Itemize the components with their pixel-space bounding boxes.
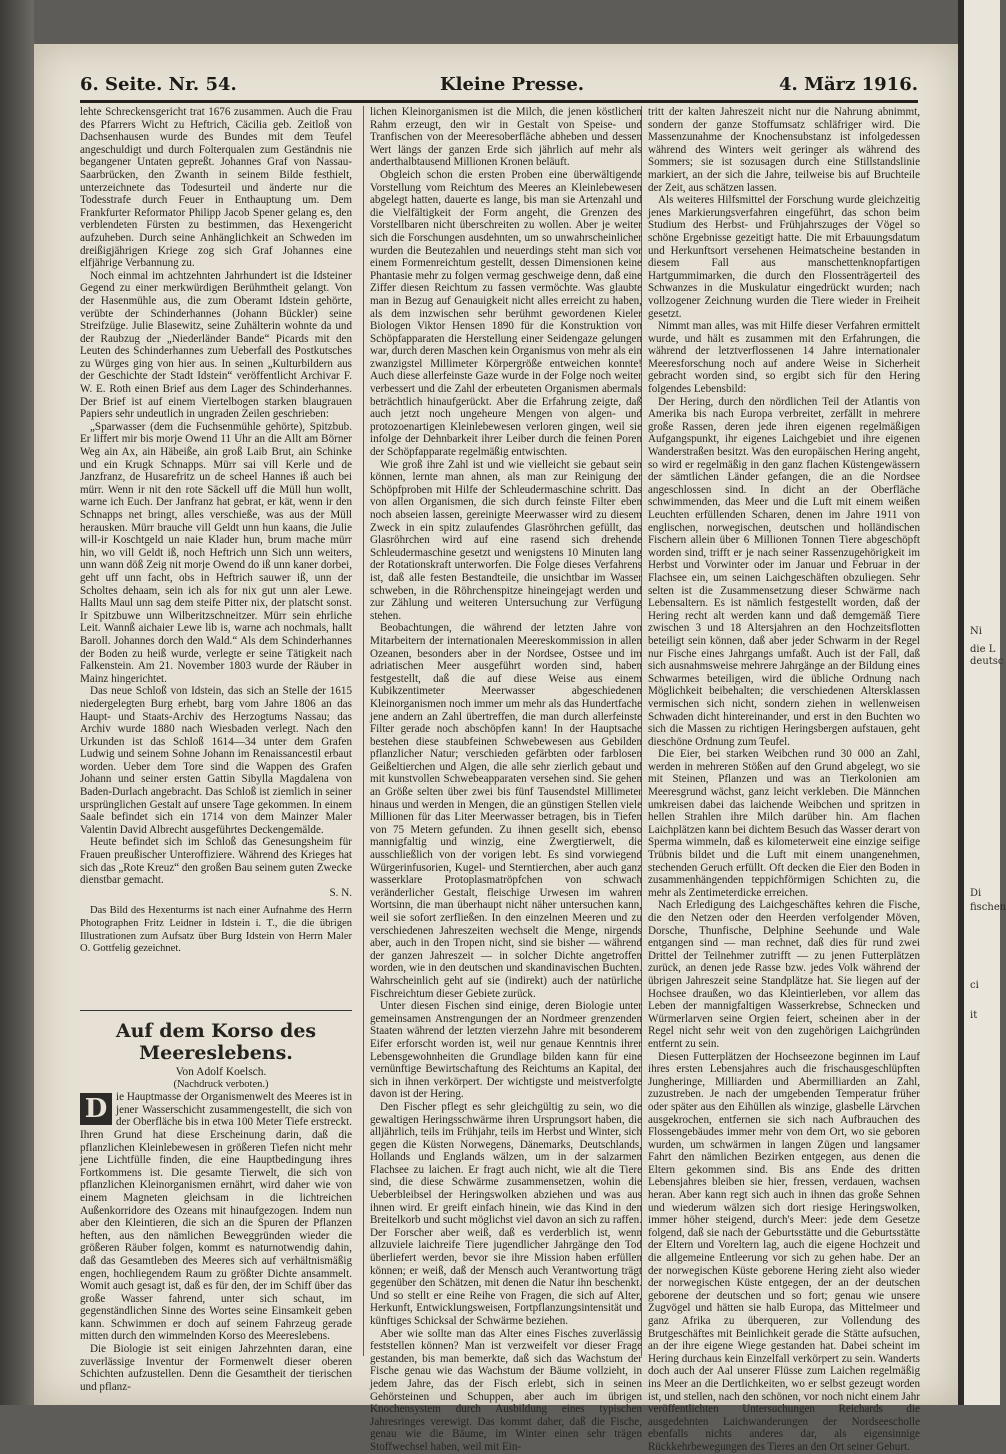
article-separator xyxy=(80,1010,352,1011)
paragraph: Das neue Schloß von Idstein, das sich an Stelle der 1615 niedergelegten Burg erhebt, barg vom Jahre 1806 an das Haupt- und Staats-Archiv des Herzogtums Nassau; das Archiv wurde 1880 nach Wiesbaden verlegt. Nach den Urkunden ist das Schloß 1614—34 unter dem Grafen Ludwig und seinem Sohne Johann im Renaissancestil erbaut worden. Ueber dem Tore sind die Wappen des Grafen Johann und seiner ersten Gattin Sibylla Magdalena von Baden-Durlach angebracht. Das Schloß ist ziemlich in seiner ursprünglichen Gestalt auf unsere Tage gekommen. In einem Saale befindet sich ein 1714 von dem Mainzer Maler Valentin David Albrecht ausgeführtes Deckengemälde. xyxy=(80,685,352,836)
article-korso xyxy=(80,1014,352,1393)
signature: S. N. xyxy=(329,886,352,899)
paragraph: Heute befindet sich im Schloß das Genesungsheim für Frauen preußischer Unteroffiziere. Während des Krieges hat sich das „Rote Kreuz“ den großen Bau seinem guten Zwecke dienstbar gemacht. xyxy=(80,836,352,887)
column-2 xyxy=(370,106,642,1453)
paragraph: „Sparwasser (dem die Fuchsenmühle gehörte), Spitzbub. Er liffert mir bis morje Owend 11 Uhr an die Allt am Börner Weg ain Ax, ain Häbeiße, ain groß Laib Brut, ain Schinke und ein Krugk Schnapps. Mürr sai vill Kerle und de Janzfranz, de Husarefritz un de scheel Hannes iß auch bei mürr. Wenn ir nit den rote Säckell uff die Müll hun wollt, warne ich Euch. Der Janfranz hat gebrat, er kät, wenn ir den Schnapps net bringt, alles verschieße, was aus der Müll herausken. Mürr brauche vill Geldt unn hun kaans, die Julie will-ir Koschtgeld un naie Klader hun, brum mache mürr hin, wo vill Geldt iß, noch Heftrich unn Sich unn weiters, unn wann döß Zeig nit morje Owend do iß unn kaner dorbei, geht uff unn facht, obs in Heftrich sauwer iß, unn der Scholtes dehaam, sein ich als for nix gut unn aler Lewe. Hallts Maul unn sag dem steife Pitter nix, der platscht sonst. Ir Spitzbuwe unn Wilberitzschneitzer. Mürr sein ehrliche Leit. Wannß aichaier Lewe lib is, warne ach nochmals, hallt Baroll. Johannes dorch den Wald.“ Als dem Schinderhannes der Boden zu heiß wurde, verlegte er seine Tätigkeit nach Falkenstein. Am 21. November 1803 wurde der Räuber in Mainz hingerichtet. xyxy=(80,420,352,685)
article-byline: Von Adolf Koelsch. xyxy=(175,1066,267,1078)
next-page-edge xyxy=(958,0,1006,1405)
text-fragment: Di xyxy=(970,888,982,899)
masthead: Kleine Presse. xyxy=(440,74,585,95)
reprint-note: (Nachdruck verboten.) xyxy=(173,1078,269,1090)
paragraph: Die Biologie ist seit einigen Jahrzehnten daran, eine zuverlässige Inventur der Formenwelt dieser oberen Schichten aufzustellen. Denn die Gesamtheit der tierischen und pflanz- xyxy=(80,1343,352,1393)
paragraph: lichen Kleinorganismen ist die Milch, die jenen köstlichen Rahm erzeugt, den wir in Gestalt von Speise- und Tranfischen von der Meeresoberfläche abheben und dessen Wert längs der ganzen Erde sich jährlich auf mehr als anderthalbtausend Millionen Kronen beläuft. xyxy=(370,106,642,169)
paragraph: Als weiteres Hilfsmittel der Forschung wurde gleichzeitig jenes Markierungsverfahren eingeführt, das schon beim Studium des Herbst- und Frühjahrszuges der Vögel so schöne Ergebnisse gezeitigt hatte. Die mit Erbauungsdatum und Herkunftsort versehenen Heimatscheine bestanden in diesem Fall aus manschettenknopfartigen Hartgummimarken, die durch den Flossenträgerteil des Schwanzes in die Muskulatur eingedrückt wurden; nach vollzogener Zeichnung wurden die Tiere wieder in Freiheit gesetzt. xyxy=(648,194,920,320)
article-title: Auf dem Korso des Meereslebens. xyxy=(115,1020,317,1064)
paragraph: Nach Erledigung des Laichgeschäftes kehren die Fische, die den Netzen oder den Heerden verfolgender Möven, Dorsche, Thunfische, Delphine Seehunde und Wale entgangen sind — man rechnet, daß dies für rund zwei Drittel der Teilnehmer zutrifft — zu jenen Futterplätzen zurück, an denen jede Rasse bzw. jedes Volk während der übrigen Jahreszeit seine Standplätze hat. Sie liegen auf der Hochsee draußen, wo das Kleintierleben, vor allem das Leben der mannigfaltigen Wasserkrebse, Schnecken und Würmerlarven seine Orgien feiert, scheinen aber in der Regel nicht sehr weit von den zugehörigen Laichgründen entfernt zu sein. xyxy=(648,899,920,1050)
paragraph: Diesen Futterplätzen der Hochseezone beginnen im Lauf ihres ersten Lebensjahres auch die frischausgeschlüpften Jungheringe, Milliarden und Abermilliarden an Zahl, zuzustreben. Je nach der umgebenden Temperatur früher oder später aus den Eihüllen als winzige, glasbelle Lärvchen ausgekrochen, entfernen sie sich nach Aufbrauchen des Flossengebäudes immer mehr von dem Ort, wo sie geboren wurden, um schwärmen in langen Zügen und langsamer Fahrt den nämlichen Bezirken entgegen, aus denen die Eltern gekommen sind. Bis ans Ende des dritten Lebensjahres bleiben sie hier, fressen, verdauen, wachsen heran. Aber kann regt sich auch in ihnen das große Sehnen und wiederum wälzen sich dort riesige Heringswolken, immer höher steigend, durch's Meer: jede dem Gesetze folgend, daß sie nach der Geburtsstätte und die Geburtsstätte der Eltern und Voreltern lag, auch die eigene Hochzeit und die allgemeine Entleerung vor sich zu gehen habe. Der an der norwegischen Küste geborene Hering zieht also wieder der norwegischen Küste entgegen, der an der deutschen geborene der deutschen und so fort; genau wie unsere Zugvögel und hätten sie halb Europa, das Mittelmeer und ganz Afrika zu überqueren, zur Vollendung des Brutgeschäftes mit Beinlichkeit gerade die Stätte aufsuchen, an der ihre eigene Wiege gestanden hat. Dabei scheint im Hering durchaus kein Einzelfall verkörpert zu sein. Wanderts doch auch der Aal unserer Flüsse zum Laichen regelmäßig ins Meer an die Dertlichkeiten, wo er selbst gezeugt worden ist, und stellen, nach den schönen, vor noch nicht einem Jahr veröffentlichten Untersuchungen Reichards die ausgedehnten Laichwanderungen der Nordseescholle ebenfalls nichts anderes dar, als eigensinnige Rückkehrbewegungen des Tieres an den Ort seiner Geburt. xyxy=(648,1050,920,1453)
text-fragment: it xyxy=(970,1010,978,1021)
paragraph: Beobachtungen, die während der letzten Jahre von Mitarbeitern der internationalen Meereskommission in allen Ozeanen, besonders aber in der Nordsee, Ostsee und im adriatischen Meer ausgeführt worden sind, haben festgestellt, daß die auf diese Weise aus einem Kubikzentimeter Meerwasser abgeschiedenen Kleinorganismen noch immer um mehr als das Hundertfache jene andern an Zahl übertreffen, die man durch allerfeinste Filter gerade noch abschöpfen kann! In der Hauptsache bestehen diese staubfeinen Schwebewesen aus Gebilden pflanzlicher Natur; verschieden gefärbten oder farblosen Geißeltierchen und Algen, die alle sehr zierlich gebaut und mit kunstvollen Schwebeapparaten versehen sind. Sie gehen an Größe selten über zwei bis fünf Tausendstel Millimeter hinaus und werden in Mengen, die an günstigen Stellen viele Millionen für das Liter Meerwasser betragen, bis in Tiefen von 75 Metern gefunden. Zu ihnen gesellt sich, ebenso mannigfaltig und winzig, eine Zwergtierwelt, die ausschließlich von der vorigen lebt. Es sind vorwiegend Würgerinfusorien, Kugel- und Sterntierchen, aber auch ganz wasserklare Protoplasmatröpfchen von schwach veränderlicher Gestalt, fleischige Urwesen im wahren Wortsinn, die man überhaupt nicht näher untersuchen kann, weil sie sofort zerfließen. In den einzelnen Meeren und zu verschiedenen Jahreszeiten wechselt die Menge, nirgends aber, auch in den Tropen nicht, sind sie bisher — während der ganzen Jahreszeit — in solcher Dichte angetroffen worden, wie in den deutschen und skandinavischen Buchten. Wahrscheinlich geht auf sie (indirekt) auch der natürliche Fischreichtum dieser Gebiete zurück. xyxy=(370,622,642,1000)
text-fragment: die L xyxy=(970,644,996,655)
text-fragment: deutsc xyxy=(970,656,1004,667)
text-fragment: fischen xyxy=(970,902,1006,913)
column-divider xyxy=(363,106,364,1356)
scan-left-margin xyxy=(0,0,34,1405)
drop-cap: D xyxy=(80,1093,112,1125)
paragraph: Noch einmal im achtzehnten Jahrhundert ist die Idsteiner Gegend zu einer merkwürdigen Berühmtheit gelangt. Von der Hasenmühle aus, die zum Oberamt Idstein gehörte, verübte der Schinderhannes (Johann Bückler) seine Streifzüge. Julie Blasewitz, seine Zuhälterin wohnte da und der Raubzug der „Niederländer Bande“ Picards mit den Leuten des Schinderhannes zum Ueberfall des Postkutsches zu Würges ging von hier aus. In seinen „Kulturbildern aus der Geschichte der Stadt Idstein“ veröffentlicht Archivar F. W. E. Roth einen Brief aus dem Lager des Schinderhannes. Der Brief ist auf einem Viertelbogen starken blaugrauen Papiers sehr undeutlich in ungraden Zeilen geschrieben: xyxy=(80,269,352,421)
issue-date: 4. März 1916. xyxy=(779,74,918,95)
paragraph: tritt der kalten Jahreszeit nicht nur die Nahrung abnimmt, sondern der ganze Stoffumsatz schläfriger wird. Die Massenzunahme der Knochensubstanz ist infolgedessen während des Winters weit geringer als während des Sommers; sie ist sozusagen durch eine Stillstandslinie markiert, an der sich die Jahre, teilweise bis auf Bruchteile der Zeit, aus schätzen lassen. xyxy=(648,106,920,194)
page-number: 6. Seite. Nr. 54. xyxy=(80,74,237,95)
paragraph: Unter diesen Fischen sind einige, deren Biologie unter gemeinsamen Anstrengungen der an Nordmeer grenzenden Staaten während der letzten vierzehn Jahre mit besonderem Eifer erforscht worden ist, weil nur genaue Kenntnis ihrer Lebensgewohnheiten die Grundlage bilden kann für eine vernünftige Bewirtschaftung des Reichtums an Kapital, der sich in ihnen verkörpert. Der wichtigste und meistverfolgte davon ist der Hering. xyxy=(370,1000,642,1101)
text-fragment: Ni xyxy=(970,626,982,637)
text-fragment: ci xyxy=(970,980,979,991)
paragraph: Den Fischer pflegt es sehr gleichgültig zu sein, wo die gewaltigen Heringsschwärme ihren Ursprungsort haben, die alljährlich, teils im Frühjahr, teils im Herbst und Winter, sich gegen die Küsten Norwegens, Dänemarks, Deutschlands, Hollands und Englands wälzen, um in der salzarmen Flachsee zu laichen. Er fragt auch nicht, wie alt die Tiere sind, die diese Schwärme zusammensetzen, wohin die Ueberbleibsel der Heringswolken abziehen und was aus ihnen wird. Er greift einfach hinein, wie das Kind in den Breitelkorb und sucht möglichst viel davon an sich zu raffen. Der Forscher aber weiß, daß es verderblich ist, wenn allzuviele laichreife Tiere jugendlicher Jahrgänge den Tod überliefert werden, bevor sie ihre Mission haben erfüllen können; er weiß, daß der Mensch auch Verantwortung trägt gegenüber den Schätzen, mit denen die Natur ihn beschenkt. Und so stellt er eine Reihe von Fragen, die sich auf Alter, Herkunft, Entwicklungsweisen, Fortpflanzungsintensität und künftiges Schicksal der Schwärme beziehen. xyxy=(370,1100,642,1327)
column-3 xyxy=(648,106,920,1453)
paragraph: Wie groß ihre Zahl ist und wie vielleicht sie gebaut sein können, lernte man ahnen, als man zur Reinigung der Schöpfproben mit Hilfe der Schleudermaschine schritt. Das von allen Organismen, die sich durch feinste Filter eben noch abseien lassen, gereinigte Meerwasser wird zu diesem Zweck in ein spitz zulaufendes Glasröhrchen gefüllt, das Glasröhrchen wird auf eine rasend sich drehende Schleudermaschine gesetzt und wenigstens 10 Minuten lang der Rotationskraft unterworfen. Die Folge dieses Verfahrens ist, daß alle festen Bestandteile, die unsichtbar im Wasser schweben, in die Röhrchenspitze hineingejagt werden und zur Zählung und weiteren Untersuchung zur Verfügung stehen. xyxy=(370,458,642,622)
image-credit: Das Bild des Hexenturms ist nach einer Aufnahme des Herrn Photographen Fritz Leidner in Idstein i. T., die die übrigen Illustrationen zum Aufsatz über Burg Idstein von Herrn Maler O. Gottfelig gezeichnet. xyxy=(80,905,352,955)
paragraph: lehte Schreckensgericht trat 1676 zusammen. Auch die Frau des Pfarrers Wicht zu Heftrich, Cäcilia geb. Zeitloß von Dachsenhausen wurde des Bundes mit dem Teufel angeschuldigt und durch Folterqualen zum Geständnis nie begangener Untaten gepreßt. Johannes Graf von Nassau-Saarbrücken, den Zwanth in seinem Bilde festhielt, unterzeichnete das Todesurteil und änderte nur die Todesstrafe durch Feuer in Enthauptung um. Dem Frankfurter Reformator Philipp Jacob Spener gelang es, den verblendeten Fürsten zu bestimmen, das Hexengericht aufzuheben. Durch seine Anhänglichkeit an Schweden im dreißigjährigen Kriege zog sich Graf Johannes eine elfjährige Verbannung zu. xyxy=(80,106,352,270)
paragraph: Die Eier, bei starken Weibchen rund 30 000 an Zahl, werden in mehreren Stößen auf den Grund abgelegt, wo sie mit Steinen, Pflanzen und was an Tierkolonien am Meeresgrund wächst, ganz leicht verkleben. Die Männchen umkreisen dabei das laichende Weibchen und spritzen in hellen Strahlen ihre Milch darüber hin. Am flachen Laichplätzen kann bei dichtem Besuch das Wasser derart von Sperma wimmeln, daß es kilometerweit eine einzige seifige Trübnis bildet und die Luft mit einem unangenehmen, stechenden Geruch erfüllt. Oft decken die Eier den Boden in zusammenhängenden teppichförmigen Schichten zu, die mehr als Zentimeterdicke erreichen. xyxy=(648,748,920,899)
paragraph-text: ie Hauptmasse der Organismenwelt des Meeres ist in jener Wasserschicht zusammengestellt, die sich von der Oberfläche bis in etwa 100 Meter Tiefe erstreckt. Ihren Grund hat diese Erscheinung darin, daß die pflanzlichen Kleinlebewesen in größeren Tiefen nicht mehr jene Lichtfülle finden, die eine Hauptbedingung ihres Fortkommens ist. Die gesamte Tierwelt, die sich von pflanzlichen Kleinorganismen ernährt, wird daher wie von einem Magneten gleichsam in die lichtreichen Außenkorridore des Ozeans mit hinaufgezogen. Indem nun aber den Kleintieren, die sich an die Spuren der Pflanzen heften, aus den nämlichen Beweggründen wieder die größeren Räuber folgen, kommt es naturnotwendig dahin, daß das Gesamtleben des Meeres sich auf verhältnismäßig engen, hochliegendem Raum zu größter Dichte ansammelt. Womit auch gesagt ist, daß es für den, der im Schiff über das große Wasser fahrend, unter sich schaut, im gegenständlichen Sinne des Wortes seine Einsamkeit geben kann. Schwimmen er doch auf seinem Fahrzeug gerade mitten durch den wimmelnden Korso des Meereslebens. xyxy=(80,1091,352,1343)
paragraph: Obgleich schon die ersten Proben eine überwältigende Vorstellung vom Reichtum des Meeres an Kleinlebewesen abgelegt hatten, dauerte es lange, bis man sie Artenzahl und die Vielfältigkeit der Form angeht, die Grenzen des Vorstellbaren nicht überschreiten zu wollen. Aber je weiter sich die Forschungen ausdehnten, um so unwahrscheinlicher wurden die Beutezahlen und neuerdings steht man sich vor einem Formenreichtum gestellt, dessen Dimensionen keine Phantasie mehr zu folgen vermag geschweige denn, daß eine Ziffer diesen Reichtum zu fassen vermöchte. Was glaubte man in Bezug auf Genauigkeit nicht alles erreicht zu haben, als dem inzwischen sehr berühmt gewordenen Kieler Biologen Viktor Hensen 1890 für die Konstruktion von Schöpfapparaten die Herstellung einer Seidengaze gelungen war, durch deren Maschen kein Organismus von mehr als ein zwanzigstel Millimeter Körpergröße entweichen konnte! Auch diese allerfeinste Gaze wurde in der Folge noch weiter verbessert und die Zahl der erbeuteten Organismen abermals beträchtlich hinaufgerückt. Aber die Erfahrung zeigte, daß auch jetzt noch ungeheure Mengen von algen- und protozoenartigen Kleinlebewesen verloren gingen, weil sie infolge der Dehnbarkeit ihrer Leiber durch die feinen Poren der Schöpfapparate regelmäßig entwischten. xyxy=(370,168,642,459)
paragraph xyxy=(80,1091,352,1343)
page-gutter xyxy=(958,0,964,1405)
paragraph: Aber wie sollte man das Alter eines Fisches zuverlässig feststellen können? Man ist verzweifelt vor dieser Frage gestanden, bis man bemerkte, daß sich das Wachstum der Fische genau wie das Wachstum der Bäume vollzieht, in jedem Jahre, das der Fisch erlebt, sich in seinen Gehörsteinen und Schuppen, aber auch im übrigen Knochensystem durch Ausbildung eines typischen Jahresringes verewigt. Das kommt daher, daß die Fische, genau wie die Bäume, im Winter einen sehr trägen Stoffwechsel haben, weil mit Ein- xyxy=(370,1327,642,1453)
paragraph: Nimmt man alles, was mit Hilfe dieser Verfahren ermittelt wurde, und hält es zusammen mit den Erfahrungen, die während der letztverflossenen 14 Jahre internationaler Meeresforschung noch auf andere Weise in Sicherheit gebracht worden sind, so ergibt sich für den Hering folgendes Lebensbild: xyxy=(648,320,920,396)
header-rule xyxy=(80,100,918,103)
paragraph: Der Hering, durch den nördlichen Teil der Atlantis von Amerika bis nach Europa verbreitet, zerfällt in mehrere große Rassen, deren jede ihren eigenen regelmäßigen Aufgangspunkt, ihr eigenes Laichgebiet und ihre eigenen Wanderstraßen besitzt. Was den europäischen Hering angeht, so wird er regelmäßig in den ganz flachen Küstengewässern der sämtlichen Länder gefangen, die an die Nordsee angeschlossen sind. In dicht an der Oberfläche schwimmenden, das Meer und die Luft mit einem weißen Leuchten erfüllenden Scharen, denen im Jahre 1911 von englischen, norwegischen, deutschen und holländischen Fischern allein über 6 Millionen Tonnen Tiere abgeschöpft worden sind, trifft er je nach seiner Rassenzugehörigkeit im Herbst und Vorwinter oder im Januar und Februar in der Flachsee ein, um seinen Laichgeschäften obzuliegen. Sehr selten ist die Zusammensetzung dieser Schwärme nach Lebensaltern. Es ist nämlich festgestellt worden, daß der Hering recht alt werden kann und daß demgemäß Tiere zwischen 3 und 18 Altersjahren an den Hochzeitsflotten beteiligt sein können, daß aber jeder Schwarm in der Regel nur Fische eines Jahrgangs umfaßt. Auch ist der Fall, daß sich ausnahmsweise mehrere Jahrgänge an der Bildung eines Schwarmes beteiligen, wird die übliche Ordnung nach Möglichkeit beibehalten; die verschiedenen Altersklassen vermischen sich nicht, sondern ziehen in wellenweisen Schwaden dicht hintereinander, und erst in den Buchten wo sich die Massen zu richtigen Heringsbergen aufstauen, geht dieschöne Ordnung zum Teufel. xyxy=(648,395,920,748)
page-header xyxy=(80,70,918,100)
column-1 xyxy=(80,106,352,1010)
